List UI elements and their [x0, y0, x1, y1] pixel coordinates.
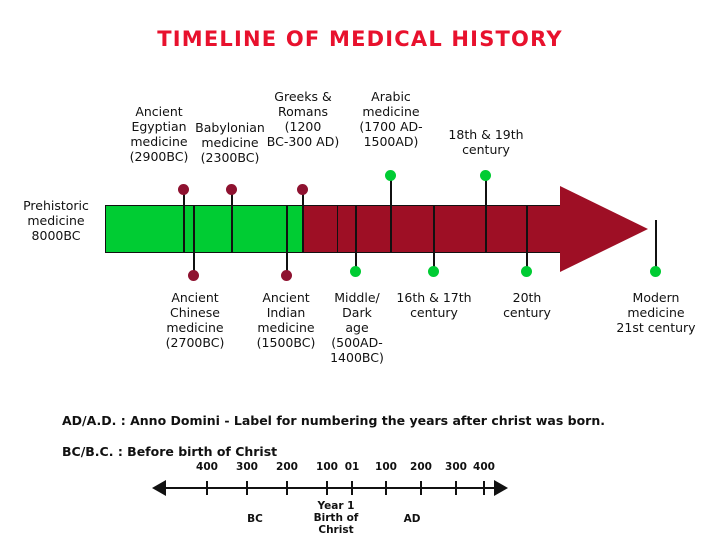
label-line: 8000BC	[31, 228, 81, 243]
label-line: Ancient	[135, 104, 183, 119]
scale-arrow-right-icon	[494, 480, 508, 496]
label-line: (1700 AD-	[359, 119, 423, 134]
label-line: medicine	[627, 305, 685, 320]
timeline-arrow-head	[560, 186, 648, 272]
timeline-bar-green-segment	[105, 205, 303, 253]
label-middle-dark-age	[322, 290, 392, 365]
label-line: 20th	[512, 290, 542, 305]
dot-babylonian-medicine	[226, 184, 237, 195]
scale-arrow-left-icon	[152, 480, 166, 496]
label-line: Ancient	[262, 290, 310, 305]
stem-ancient-egyptian-medicine	[183, 190, 185, 252]
label-line: 21st century	[616, 320, 696, 335]
label-line: (2700BC)	[165, 335, 225, 350]
scale-tick	[246, 481, 248, 495]
label-line: Ancient	[171, 290, 219, 305]
dot-16th-and-17th-century	[428, 266, 439, 277]
label-line: medicine	[257, 320, 315, 335]
label-ancient-egyptian-medicine	[126, 104, 192, 164]
label-line: Modern	[632, 290, 680, 305]
scale-tick-label: 300	[445, 461, 467, 473]
caption-line: Birth of	[313, 512, 359, 524]
label-line: Middle/	[334, 290, 380, 305]
scale-tick-label: 100	[316, 461, 338, 473]
stem-babylonian-medicine	[231, 190, 233, 252]
scale-tick	[385, 481, 387, 495]
stem-18th-and-19th-century	[485, 176, 487, 252]
label-line: (1500BC)	[256, 335, 316, 350]
scale-tick	[326, 481, 328, 495]
stem-greeks-and-romans	[302, 190, 304, 252]
dot-ancient-chinese-medicine	[188, 270, 199, 281]
dot-20th-century	[521, 266, 532, 277]
label-line: medicine	[130, 134, 188, 149]
label-20th-century	[489, 290, 565, 320]
stem-ancient-indian-medicine	[286, 206, 288, 274]
caption-line: Year 1	[317, 500, 355, 512]
label-18th-and-19th-century	[436, 127, 536, 157]
label-ancient-chinese-medicine	[158, 290, 232, 350]
scale-tick	[455, 481, 457, 495]
scale-caption-center	[306, 500, 366, 536]
stem-16th-and-17th-century	[433, 206, 435, 270]
stem-middle-dark-age	[355, 206, 357, 270]
label-line: medicine	[27, 213, 85, 228]
stem-modern-medicine	[655, 220, 657, 270]
scale-tick	[420, 481, 422, 495]
page-title: TIMELINE OF MEDICAL HISTORY	[157, 27, 563, 51]
legend-bc: BC/B.C. : Before birth of Christ	[62, 444, 278, 459]
dot-ancient-egyptian-medicine	[178, 184, 189, 195]
scale-tick	[351, 481, 353, 495]
label-line: 16th & 17th	[396, 290, 472, 305]
label-line: medicine	[166, 320, 224, 335]
caption-line: Christ	[318, 524, 354, 536]
label-line: Egyptian	[131, 119, 187, 134]
label-line: age	[345, 320, 369, 335]
scale-tick-label: 400	[196, 461, 218, 473]
stem-ancient-chinese-medicine	[193, 206, 195, 274]
label-line: (1200	[284, 119, 322, 134]
scale-tick	[286, 481, 288, 495]
label-greeks-and-romans	[261, 89, 345, 149]
bar-divider-4	[337, 206, 338, 252]
label-line: Greeks &	[274, 89, 332, 104]
stem-arabic-medicine	[390, 176, 392, 252]
timeline-bar-red-segment	[302, 205, 576, 253]
scale-tick-label: 300	[236, 461, 258, 473]
scale-tick	[483, 481, 485, 495]
dot-ancient-indian-medicine	[281, 270, 292, 281]
label-line: Babylonian	[195, 120, 265, 135]
scale-tick-label: 400	[473, 461, 495, 473]
scale-tick-label: 200	[276, 461, 298, 473]
stem-20th-century	[526, 206, 528, 270]
label-line: (2900BC)	[129, 149, 189, 164]
label-line: BC-300 AD)	[266, 134, 340, 149]
label-line: Prehistoric	[23, 198, 89, 213]
dot-modern-medicine	[650, 266, 661, 277]
dot-18th-and-19th-century	[480, 170, 491, 181]
label-ancient-indian-medicine	[249, 290, 323, 350]
label-line: 1400BC)	[330, 350, 384, 365]
label-line: Chinese	[170, 305, 220, 320]
label-babylonian-medicine	[191, 120, 269, 165]
label-line: Dark	[342, 305, 372, 320]
label-line: 18th & 19th	[448, 127, 524, 142]
dot-middle-dark-age	[350, 266, 361, 277]
scale-tick-label: 100	[375, 461, 397, 473]
label-line: century	[462, 142, 510, 157]
legend-ad: AD/A.D. : Anno Domini - Label for numbering the years after christ was born.	[62, 413, 605, 428]
scale-tick	[206, 481, 208, 495]
label-line: (500AD-	[331, 335, 383, 350]
scale-caption-ad: AD	[403, 513, 421, 525]
dot-arabic-medicine	[385, 170, 396, 181]
label-line: Indian	[266, 305, 306, 320]
label-16th-and-17th-century	[384, 290, 484, 320]
dot-greeks-and-romans	[297, 184, 308, 195]
label-line: century	[503, 305, 551, 320]
label-line: century	[410, 305, 458, 320]
label-arabic-medicine	[350, 89, 432, 149]
label-line: (2300BC)	[200, 150, 260, 165]
scale-axis	[160, 487, 500, 489]
label-line: medicine	[362, 104, 420, 119]
label-modern-medicine	[606, 290, 706, 335]
label-line: Romans	[277, 104, 329, 119]
label-line: medicine	[201, 135, 259, 150]
scale-tick-label: 01	[344, 461, 360, 473]
label-line: Arabic	[371, 89, 411, 104]
label-prehistoric-medicine	[6, 198, 106, 243]
scale-caption-bc: BC	[247, 513, 263, 525]
label-line: 1500AD)	[363, 134, 419, 149]
scale-tick-label: 200	[410, 461, 432, 473]
